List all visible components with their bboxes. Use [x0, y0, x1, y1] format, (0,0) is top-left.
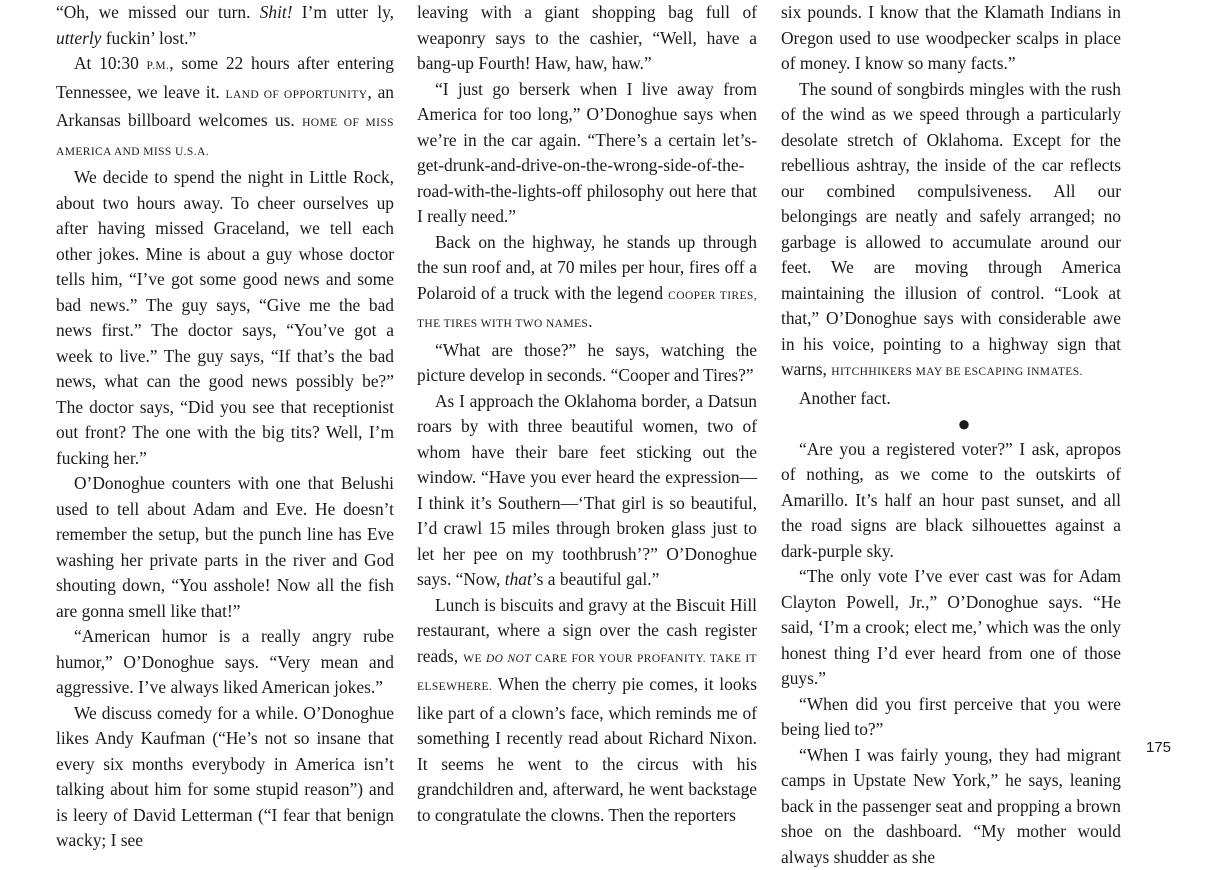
small-caps-text: CARE FOR YOUR PROFANITY. TAKE IT ELSEWHERE.: [417, 653, 757, 694]
section-break-bullet: ●: [781, 411, 1121, 437]
text-column-left: [56, 0, 394, 854]
body-paragraph: [56, 0, 394, 51]
small-caps-italic-text: DO NOT: [486, 653, 531, 665]
text-run: Another fact.: [799, 388, 891, 408]
body-paragraph: [56, 51, 394, 165]
small-caps-text: LAND OF OPPORTUNITY: [226, 89, 368, 101]
text-run: six pounds. I know that the Klamath Indians in Oregon used to use woodpecker scalps in place of money. I know so many facts.”: [781, 2, 1121, 73]
body-paragraph: [781, 0, 1121, 77]
text-run: Lunch is biscuits and gravy at the Biscuit Hill restaurant, where a sign over the cash register reads,: [417, 595, 757, 666]
text-run: leaving with a giant shopping bag full of weaponry says to the cashier, “Well, have a bang-up Fourth! Haw, haw, haw.”: [417, 2, 757, 73]
text-run: “Are you a registered voter?” I ask, apropos of nothing, as we come to the outskirts of Amarillo. It’s half an hour past sunset, and all the road signs are black silhouettes against a dark-purple sky.: [781, 439, 1121, 561]
text-column-middle: [417, 0, 757, 828]
text-run: .: [588, 311, 592, 331]
body-paragraph: [417, 77, 757, 230]
italic-text: Shit!: [260, 2, 293, 22]
body-paragraph: [781, 692, 1121, 743]
text-run: O’Donoghue counters with one that Belushi used to tell about Adam and Eve. He doesn’t remember the setup, but the punch line has Eve washing her private parts in the river and God shouting down, “You asshole! Now all the fish are gonna smell like that!”: [56, 473, 394, 621]
small-caps-text: WE: [463, 653, 486, 665]
body-paragraph: [417, 230, 757, 338]
body-paragraph: [56, 471, 394, 624]
page-number: 175: [1146, 739, 1171, 756]
body-paragraph: [56, 165, 394, 471]
body-paragraph: [56, 701, 394, 854]
text-run: When the cherry pie comes, it looks like part of a clown’s face, which reminds me of something I recently read about Richard Nixon. It seems he went to the circus with his grandchildren and, afterward, he went backstage to congratulate the clowns. Then the reporters: [417, 674, 757, 825]
text-run: “When did you first perceive that you were being lied to?”: [781, 694, 1121, 740]
body-paragraph: [417, 338, 757, 389]
text-run: At 10:30: [74, 53, 147, 73]
text-run: “American humor is a really angry rube humor,” O’Donoghue says. “Very mean and aggressive. I’ve always liked American jokes.”: [56, 626, 394, 697]
text-run: We decide to spend the night in Little Rock, about two hours away. To cheer ourselves up after having missed Graceland, we tell each other jokes. Mine is about a guy whose doctor tells him, “I’ve got some good news and some bad news.” The guy says, “Give me the bad news first.” The doctor says, “You’ve got a week to live.” The guy says, “If that’s the bad news, what can the good news possibly be?” The doctor says, “Did you see that receptionist out front? The one with the big tits? Well, I’m fucking her.”: [56, 167, 394, 468]
text-run: ’s a beautiful gal.”: [532, 569, 659, 589]
text-run: , an Arkansas billboard welcomes us.: [56, 82, 394, 131]
italic-text: that: [505, 569, 532, 589]
small-caps-text: HOME OF MISS AMERICA AND MISS U.S.A.: [56, 117, 394, 158]
text-run: Back on the highway, he stands up through the sun roof and, at 70 miles per hour, fires off a Polaroid of a truck with the legend: [417, 232, 757, 303]
body-paragraph: [781, 437, 1121, 565]
text-run: “The only vote I’ve ever cast was for Adam Clayton Powell, Jr.,” O’Donoghue says. “He said, ‘I’m a crook; elect me,’ which was the only honest thing I’d ever heard from one of those guys.”: [781, 566, 1121, 688]
small-caps-text: COOPER TIRES, THE TIRES WITH TWO NAMES: [417, 290, 757, 331]
text-column-right: [781, 0, 1121, 870]
text-run: “When I was fairly young, they had migrant camps in Upstate New York,” he says, leaning back in the passenger seat and propping a brown shoe on the dashboard. “My mother would always shudder as she: [781, 745, 1121, 867]
body-paragraph: [417, 0, 757, 77]
body-paragraph: [417, 593, 757, 829]
text-run: “I just go berserk when I live away from America for too long,” O’Donoghue says when we’re in the car again. “There’s a certain let’s-get-drunk-and-drive-on-the-wrong-side-of-the-road-with-the-lights-off philosophy out here that I really need.”: [417, 79, 757, 227]
text-run: , some 22 hours after entering Tennessee, we leave it.: [56, 53, 394, 102]
text-run: We discuss comedy for a while. O’Donoghue likes Andy Kaufman (“He’s not so insane that every six months everybody in America isn’t talking about him for some stupid reason”) and is leery of David Letterman (“I fear that benign wacky; I see: [56, 703, 394, 851]
body-paragraph: [781, 564, 1121, 692]
small-caps-text: HITCHHIKERS MAY BE ESCAPING INMATES.: [831, 366, 1083, 378]
body-paragraph: [56, 624, 394, 701]
text-run: fuckin’ lost.”: [101, 28, 196, 48]
text-run: The sound of songbirds mingles with the rush of the wind as we speed through a particularly desolate stretch of Oklahoma. Except for the rebellious ashtray, the inside of the car reflects our combined compulsiveness. All our belongings are neatly and safely arranged; no garbage is allowed to accumulate around our feet. We are moving through America maintaining the illusion of control. “Look at that,” O’Donoghue says with considerable awe in his voice, pointing to a highway sign that warns,: [781, 79, 1121, 380]
body-paragraph: [781, 77, 1121, 386]
text-run: “What are those?” he says, watching the picture develop in seconds. “Cooper and Tires?”: [417, 340, 757, 386]
body-paragraph: [781, 743, 1121, 870]
text-run: “Oh, we missed our turn.: [56, 2, 260, 22]
italic-text: utterly: [56, 28, 101, 48]
text-run: I’m utter ly,: [293, 2, 394, 22]
text-run: As I approach the Oklahoma border, a Datsun roars by with three beautiful women, two of whom have their bare feet sticking out the window. “Have you ever heard the expression—I think it’s Southern—‘That girl is so beautiful, I’d crawl 15 miles through broken glass just to let her pee on my toothbrush’?” O’Donoghue says. “Now,: [417, 391, 757, 590]
body-paragraph: [417, 389, 757, 593]
body-paragraph: [781, 386, 1121, 412]
small-caps-text: P.M.: [147, 60, 170, 72]
